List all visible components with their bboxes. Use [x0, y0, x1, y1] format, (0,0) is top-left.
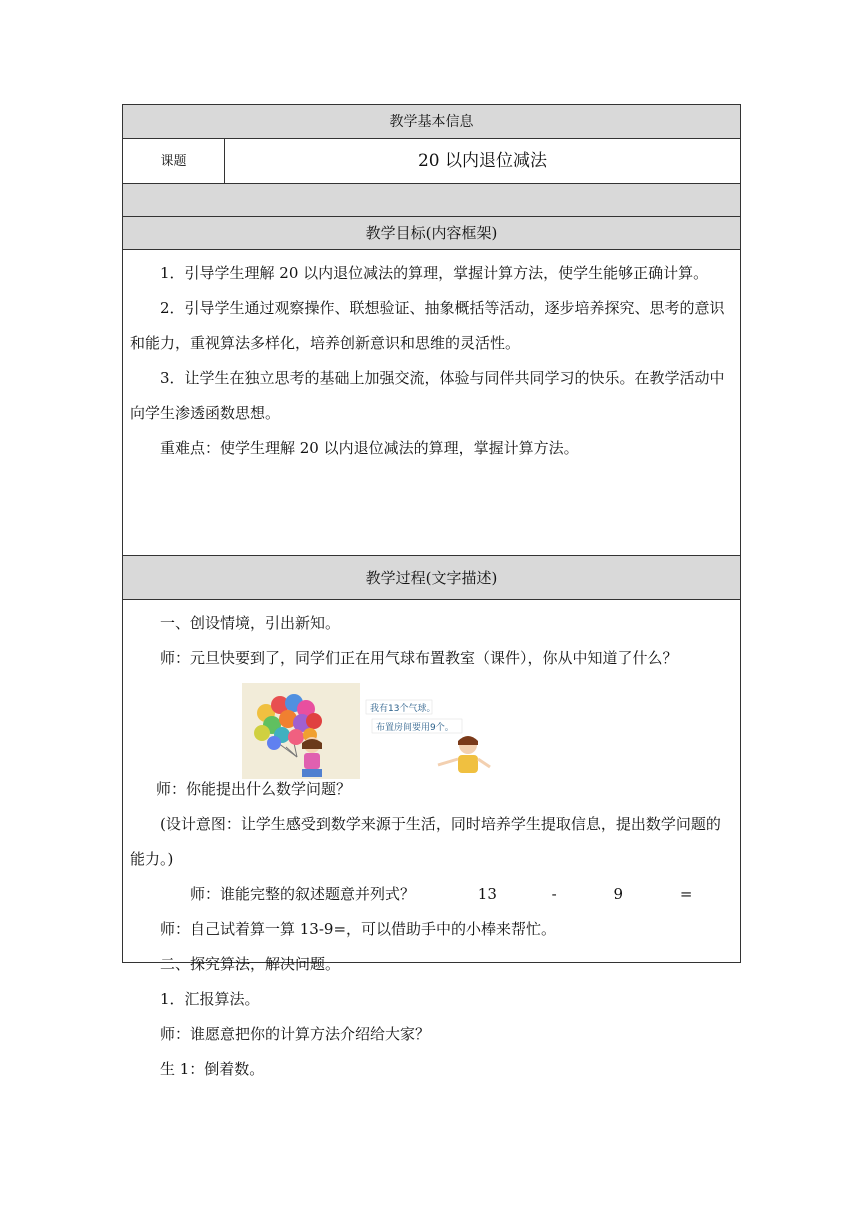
basic-info-header — [123, 105, 740, 139]
process-content — [123, 600, 740, 1078]
lesson-plan-table — [122, 104, 741, 1078]
bubble-text-1: 我有13个气球。 — [370, 704, 436, 714]
empty-gray-row — [123, 184, 740, 217]
topic-value: 20 以内退位减法 — [417, 151, 548, 171]
process-header — [123, 556, 740, 600]
process-paragraph: 师：你能提出什么数学问题？ — [156, 780, 352, 798]
balloon-illustration — [242, 683, 496, 779]
process-paragraph: 生 1：倒着数。 — [160, 1060, 265, 1078]
process-paragraph: 一、创设情境，引出新知。 — [160, 614, 341, 632]
equation-equals: = — [679, 885, 693, 903]
equation-line — [130, 877, 733, 912]
key-difficulty: 重难点：使学生理解 20 以内退位减法的算理，掌握计算方法。 — [160, 439, 579, 457]
equation-operator: - — [551, 885, 557, 903]
objective-item: 1．引导学生理解 20 以内退位减法的算理，掌握计算方法，使学生能够正确计算。 — [160, 264, 709, 282]
objectives-content — [123, 250, 740, 556]
objectives-header — [123, 217, 740, 250]
section-title: 教学基本信息 — [389, 114, 474, 130]
bubble-text-2: 布置房间要用9个。 — [376, 723, 454, 733]
equation-operand-b: 9 — [613, 885, 624, 903]
process-paragraph: 师：自己试着算一算 13-9=，可以借助手中的小棒来帮忙。 — [160, 920, 557, 938]
objective-item: 3．让学生在独立思考的基础上加强交流，体验与同伴共同学习的快乐。在教学活动中向学生渗透函数思想。 — [130, 369, 725, 422]
process-paragraph: 师：谁愿意把你的计算方法介绍给大家？ — [160, 1025, 431, 1043]
process-paragraph: 师：元旦快要到了，同学们正在用气球布置教室（课件），你从中知道了什么？ — [160, 649, 678, 667]
process-paragraph: 1．汇报算法。 — [160, 990, 260, 1008]
objectives-title: 教学目标(内容框架) — [365, 224, 498, 242]
topic-row — [123, 139, 740, 184]
topic-label: 课题 — [123, 139, 225, 183]
process-paragraph: (设计意图：让学生感受到数学来源于生活，同时培养学生提取信息，提出数学问题的能力。) — [130, 815, 721, 868]
process-paragraph: 二、探究算法，解决问题。 — [160, 955, 341, 973]
equation-operand-a: 13 — [477, 885, 497, 903]
equation-prompt: 师：谁能完整的叙述题意并列式？ — [190, 885, 416, 903]
objective-item: 2．引导学生通过观察操作、联想验证、抽象概括等活动，逐步培养探究、思考的意识和能力，重视算法多样化，培养创新意识和思维的灵活性。 — [130, 299, 725, 352]
process-title: 教学过程(文字描述) — [365, 569, 498, 587]
